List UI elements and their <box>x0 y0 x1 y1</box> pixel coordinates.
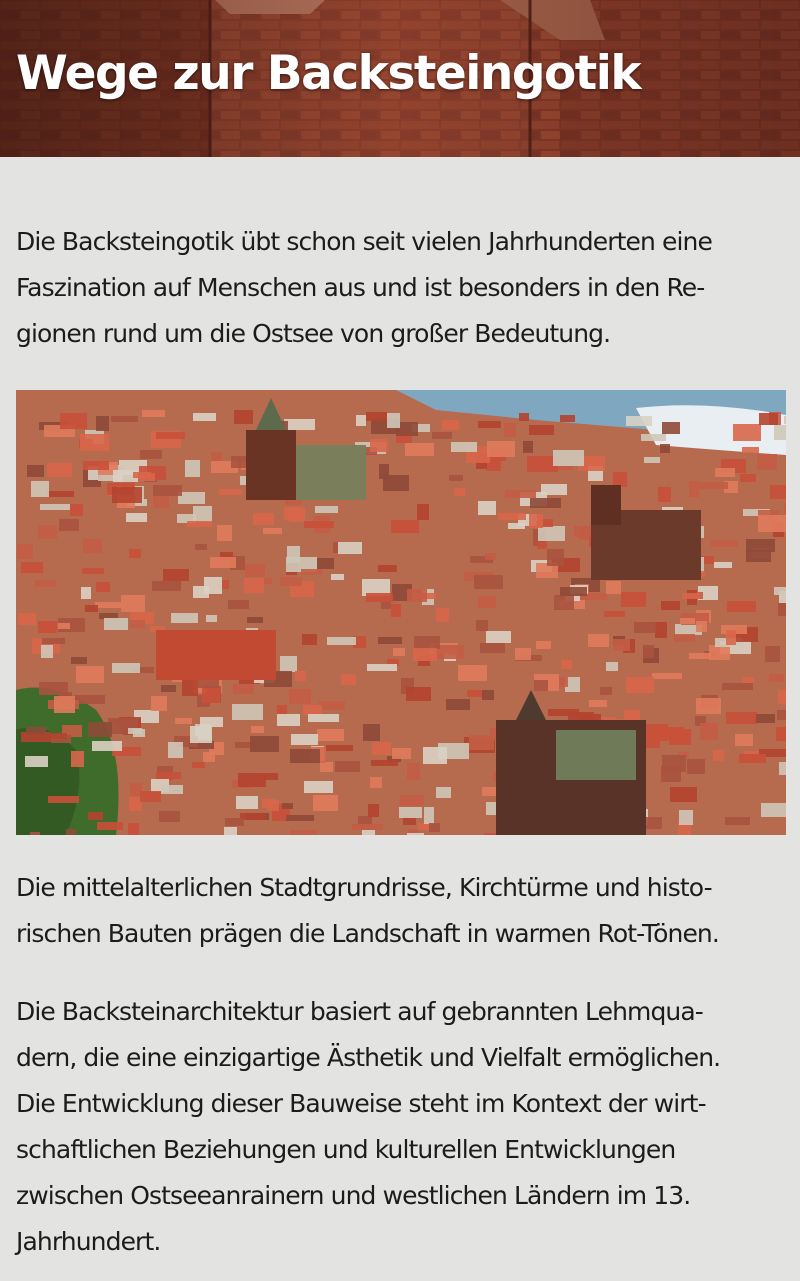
intro-line: Faszination auf Menschen aus und ist besonders in den Re- <box>16 273 705 302</box>
page-title: Wege zur Backsteingotik <box>16 46 641 101</box>
aerial-town-image <box>16 390 786 835</box>
paragraph-line: dern, die eine einzigartige Ästhetik und Vielfalt ermöglichen. <box>16 1043 721 1072</box>
hero-banner <box>0 0 800 157</box>
paragraph-line: rischen Bauten prägen die Landschaft in warmen Rot-Tönen. <box>16 919 719 948</box>
paragraph-line: Die Backsteinarchitektur basiert auf gebrannten Lehmqua- <box>16 997 703 1026</box>
paragraph-three <box>16 989 788 1265</box>
paragraph-line: Die mittelalterlichen Stadtgrundrisse, Kirchtürme und histo- <box>16 873 712 902</box>
paragraph-line: zwischen Ostseeanrainern und westlichen Ländern im 13. <box>16 1181 691 1210</box>
paragraph-two <box>16 865 788 957</box>
intro-line: gionen rund um die Ostsee von großer Bedeutung. <box>16 319 611 348</box>
paragraph-line: Jahrhundert. <box>16 1227 161 1256</box>
paragraph-line: Die Entwicklung dieser Bauweise steht im Kontext der wirt- <box>16 1089 706 1118</box>
church-left <box>156 630 276 680</box>
intro-line: Die Backsteingotik übt schon seit vielen Jahrhunderten eine <box>16 227 712 256</box>
paragraph-line: schaftlichen Beziehungen und kulturellen Entwicklungen <box>16 1135 676 1164</box>
intro-paragraph <box>16 219 788 357</box>
aerial-city-photo <box>16 390 786 835</box>
